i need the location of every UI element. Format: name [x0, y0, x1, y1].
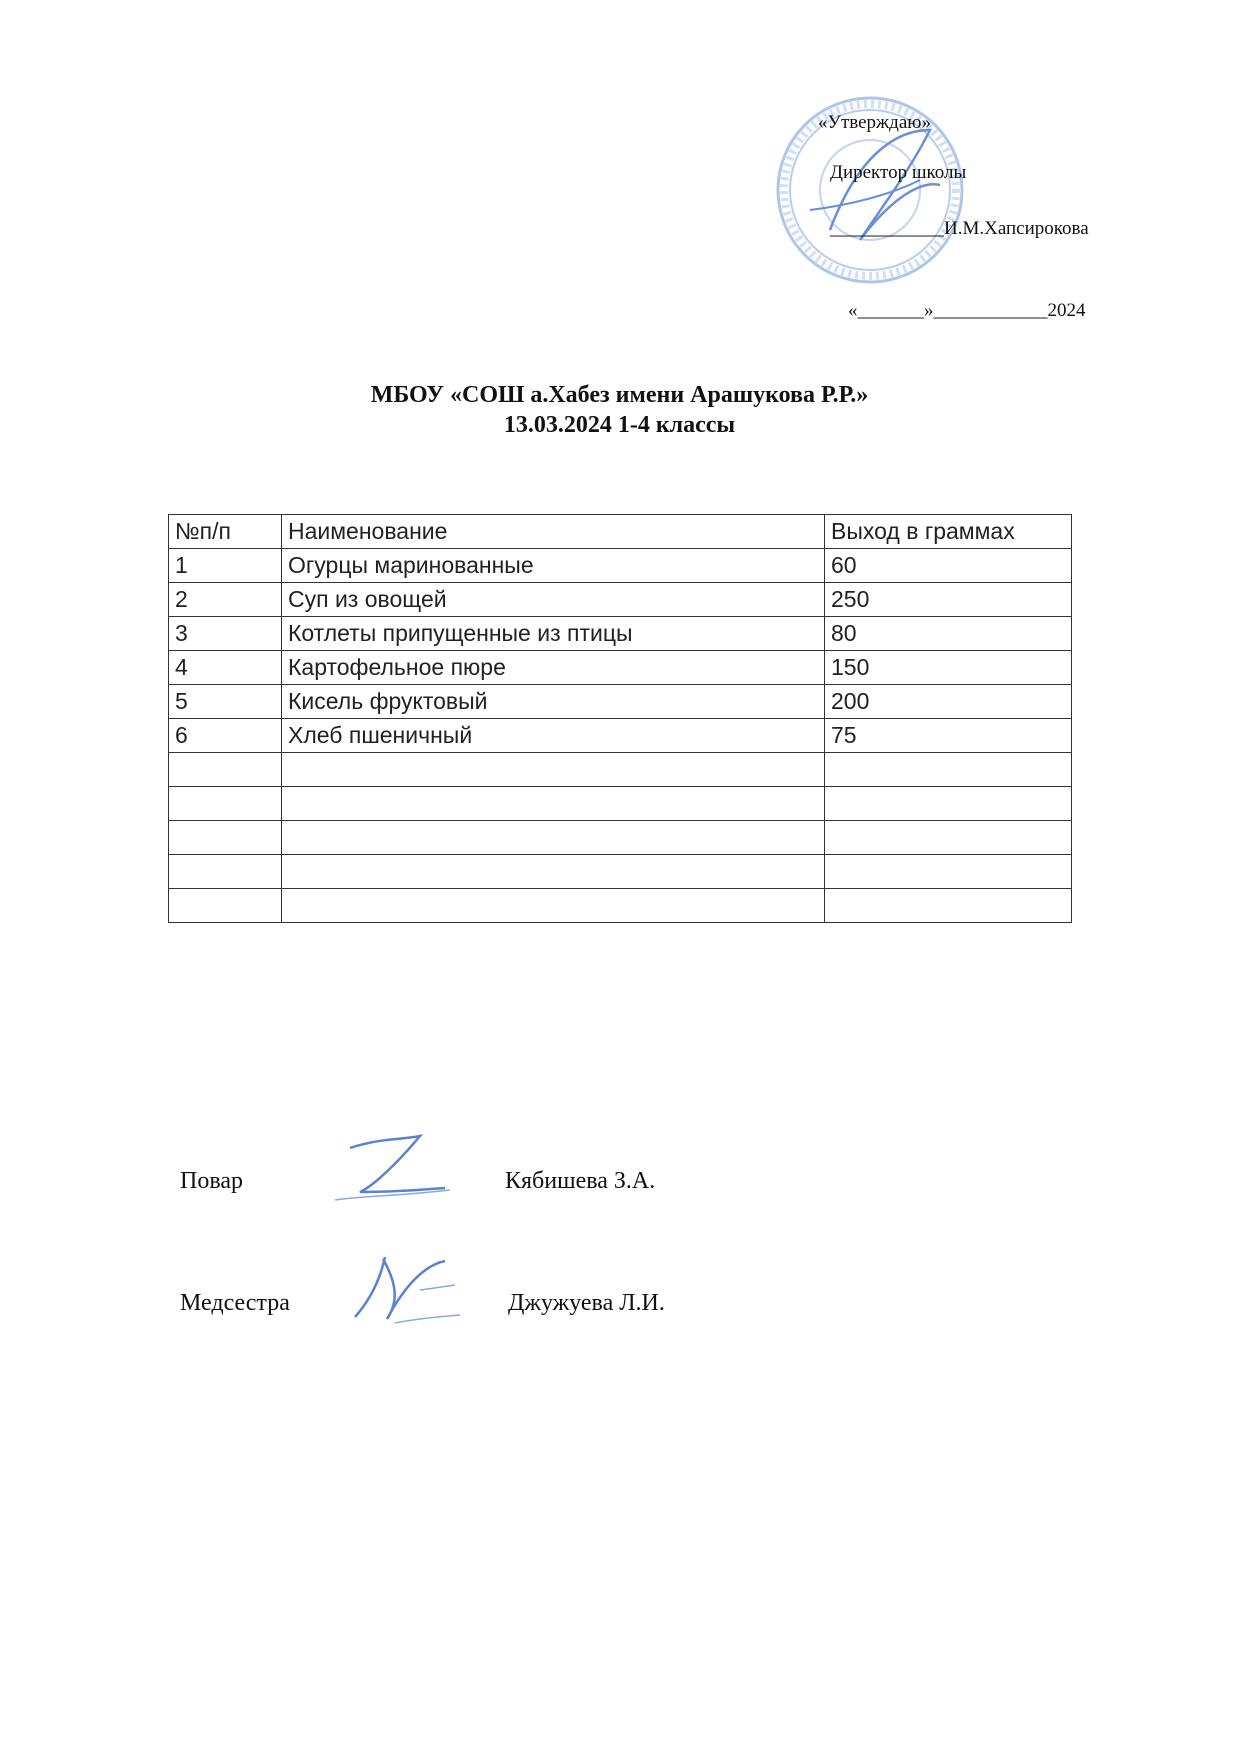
cell-name — [282, 787, 825, 821]
table-row — [169, 685, 1072, 719]
table-row — [169, 719, 1072, 753]
nurse-name: Джужуева Л.И. — [508, 1290, 665, 1316]
cell-number — [169, 821, 282, 855]
cell-weight: 250 — [825, 583, 1072, 617]
date-grades: 13.03.2024 1-4 классы — [503, 412, 736, 438]
cell-number — [169, 889, 282, 923]
table-row — [169, 889, 1072, 923]
cell-weight — [825, 855, 1072, 889]
cell-name: Суп из овощей — [282, 583, 825, 617]
cook-role: Повар — [180, 1168, 243, 1194]
table-row — [169, 617, 1072, 651]
table-row — [169, 753, 1072, 787]
cell-number — [169, 787, 282, 821]
cell-weight — [825, 889, 1072, 923]
cell-number — [169, 855, 282, 889]
cook-signature-icon — [320, 1130, 460, 1210]
cell-number — [169, 753, 282, 787]
cell-weight: 60 — [825, 549, 1072, 583]
table-header-row — [169, 515, 1072, 549]
cook-name: Кябишева З.А. — [505, 1168, 656, 1194]
cell-weight — [825, 821, 1072, 855]
table-row — [169, 855, 1072, 889]
approval-name: ____________И.М.Хапсирокова — [830, 218, 1089, 239]
cell-name: Котлеты припущенные из птицы — [282, 617, 825, 651]
table-row — [169, 651, 1072, 685]
cell-number: 5 — [169, 685, 282, 719]
cell-weight — [825, 753, 1072, 787]
cell-name: Хлеб пшеничный — [282, 719, 825, 753]
approval-role: Директор школы — [830, 162, 967, 183]
approval-title: «Утверждаю» — [818, 112, 931, 133]
cell-weight: 150 — [825, 651, 1072, 685]
menu-table — [168, 514, 1072, 923]
table-row — [169, 821, 1072, 855]
cell-name — [282, 753, 825, 787]
cell-number: 4 — [169, 651, 282, 685]
cell-name: Огурцы маринованные — [282, 549, 825, 583]
cell-number: 6 — [169, 719, 282, 753]
cell-name — [282, 855, 825, 889]
header-name: Наименование — [282, 515, 825, 549]
nurse-signature-icon — [325, 1245, 465, 1330]
cell-name: Картофельное пюре — [282, 651, 825, 685]
document-heading — [0, 380, 1239, 440]
organization-name: МБОУ «СОШ а.Хабез имени Арашукова Р.Р.» — [370, 382, 869, 408]
cell-weight: 80 — [825, 617, 1072, 651]
cell-number: 2 — [169, 583, 282, 617]
cell-name — [282, 821, 825, 855]
nurse-role: Медсестра — [180, 1290, 290, 1316]
cell-number: 1 — [169, 549, 282, 583]
table-row — [169, 549, 1072, 583]
cell-name: Кисель фруктовый — [282, 685, 825, 719]
cell-name — [282, 889, 825, 923]
cell-weight: 75 — [825, 719, 1072, 753]
cell-number: 3 — [169, 617, 282, 651]
cell-weight — [825, 787, 1072, 821]
table-row — [169, 583, 1072, 617]
table-row — [169, 787, 1072, 821]
cell-weight: 200 — [825, 685, 1072, 719]
approval-date: «_______»____________2024 — [848, 300, 1086, 321]
header-number: №п/п — [169, 515, 282, 549]
header-weight: Выход в граммах — [825, 515, 1072, 549]
